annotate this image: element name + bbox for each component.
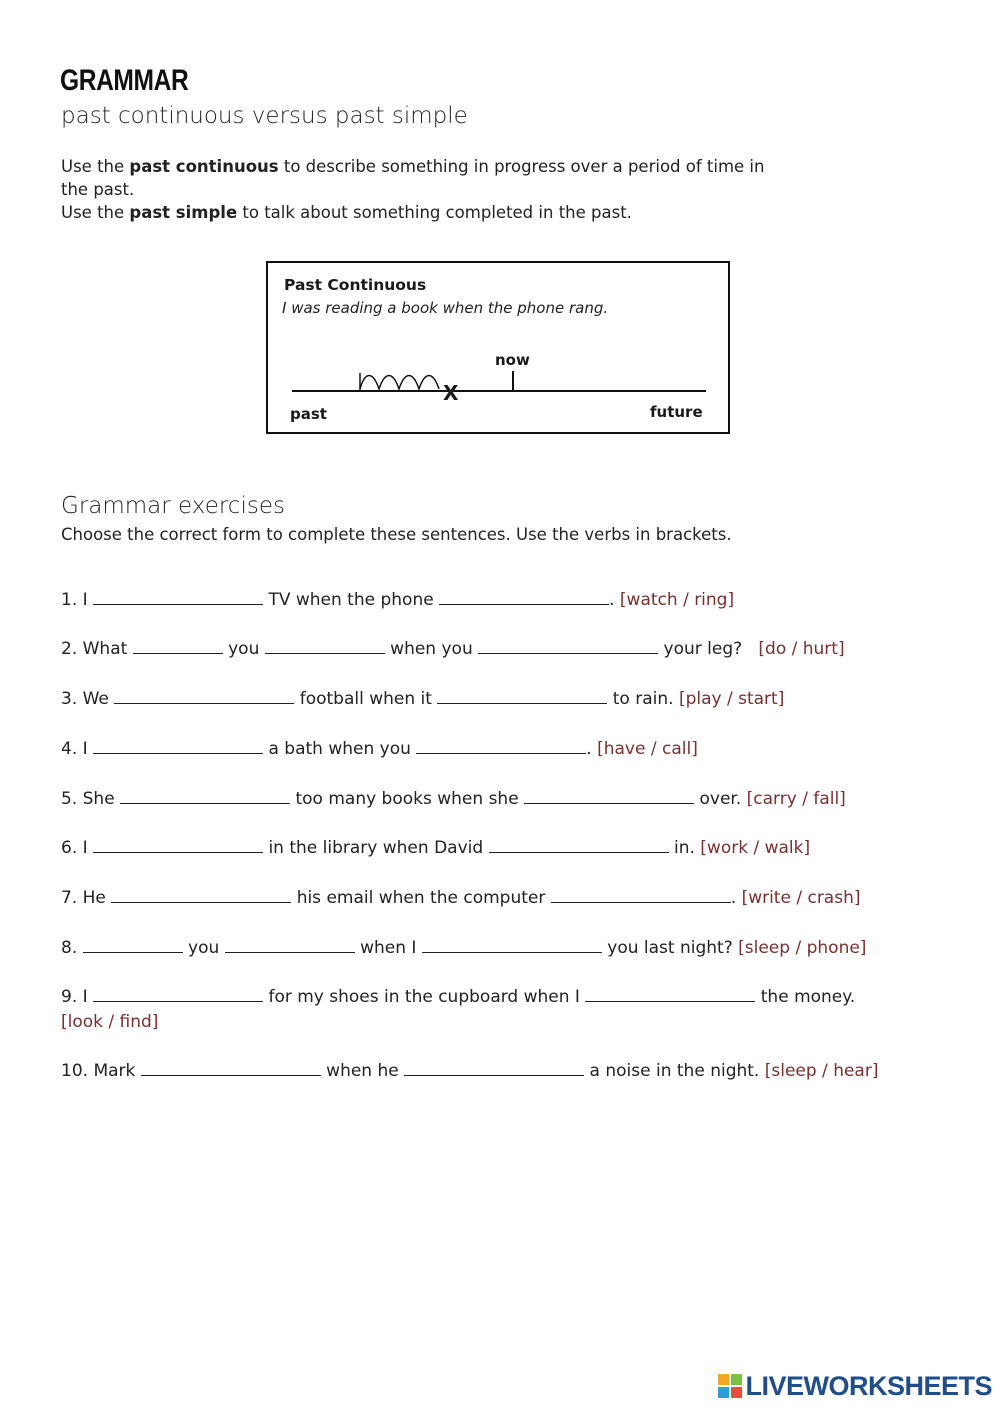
page-subtitle: past continuous versus past simple — [61, 103, 468, 129]
answer-blank[interactable] — [93, 835, 263, 853]
verb-hint: [work / walk] — [700, 838, 811, 858]
answer-blank[interactable] — [141, 1058, 321, 1076]
intro-past-simple: Use the past simple to talk about something completed in the past. — [61, 203, 632, 222]
verb-hint: [watch / ring] — [619, 590, 735, 610]
event-marker: X — [443, 381, 459, 405]
verb-hint: [sleep / phone] — [738, 938, 867, 958]
liveworksheets-logo — [718, 1371, 992, 1401]
liveworksheets-logo-icon — [718, 1374, 742, 1398]
answer-blank[interactable] — [416, 736, 586, 754]
answer-blank[interactable] — [93, 736, 263, 754]
exercise-item: 10. Mark when he a noise in the night. [sleep / hear] — [61, 1058, 878, 1084]
answer-blank[interactable] — [265, 636, 385, 654]
timeline-diagram — [266, 261, 730, 434]
answer-blank[interactable] — [225, 935, 355, 953]
answer-blank[interactable] — [114, 686, 294, 704]
verb-hint: [do / hurt] — [758, 639, 845, 659]
intro-past-continuous: Use the past continuous to describe something in progress over a period of time in the past. — [61, 157, 765, 199]
answer-blank[interactable] — [437, 686, 607, 704]
exercise-item: 7. He his email when the computer . [write / crash] — [61, 885, 861, 911]
answer-blank[interactable] — [111, 885, 291, 903]
answer-blank[interactable] — [489, 835, 669, 853]
answer-blank[interactable] — [439, 587, 609, 605]
diagram-title: Past Continuous — [284, 276, 427, 294]
answer-blank[interactable] — [133, 636, 223, 654]
exercise-item: 5. She too many books when she over. [carry / fall] — [61, 786, 846, 812]
verb-hint: [play / start] — [678, 689, 785, 709]
answer-blank[interactable] — [524, 786, 694, 804]
answer-blank[interactable] — [585, 984, 755, 1002]
exercise-item: 9. I for my shoes in the cupboard when I the money. [look / find] — [61, 984, 855, 1035]
verb-hint: [write / crash] — [741, 888, 861, 908]
answer-blank[interactable] — [93, 587, 263, 605]
logo-text: LIVEWORKSHEETS — [745, 1370, 992, 1401]
past-label: past — [290, 405, 327, 423]
verb-hint: [carry / fall] — [746, 789, 846, 809]
verb-hint: [have / call] — [597, 739, 698, 759]
exercise-item: 3. We football when it to rain. [play / start] — [61, 686, 784, 712]
answer-blank[interactable] — [478, 636, 658, 654]
now-label: now — [495, 351, 530, 369]
exercises-heading: Grammar exercises — [61, 493, 285, 519]
answer-blank[interactable] — [551, 885, 731, 903]
diagram-example: I was reading a book when the phone rang. — [282, 299, 609, 317]
answer-blank[interactable] — [93, 984, 263, 1002]
exercise-item: 2. What you when you your leg? [do / hurt] — [61, 636, 845, 662]
answer-blank[interactable] — [83, 935, 183, 953]
answer-blank[interactable] — [404, 1058, 584, 1076]
verb-hint: [sleep / hear] — [764, 1061, 879, 1081]
answer-blank[interactable] — [422, 935, 602, 953]
progress-wave — [360, 376, 439, 390]
future-label: future — [650, 403, 703, 421]
verb-hint: [look / find] — [61, 1012, 159, 1032]
exercise-item: 1. I TV when the phone . [watch / ring] — [61, 587, 734, 613]
answer-blank[interactable] — [120, 786, 290, 804]
exercise-item: 6. I in the library when David in. [work / walk] — [61, 835, 810, 861]
page-title: GRAMMAR — [60, 64, 189, 97]
exercises-instruction: Choose the correct form to complete these sentences. Use the verbs in brackets. — [61, 525, 732, 544]
exercise-item: 4. I a bath when you . [have / call] — [61, 736, 698, 762]
exercise-item: 8. you when I you last night? [sleep / phone] — [61, 935, 866, 961]
